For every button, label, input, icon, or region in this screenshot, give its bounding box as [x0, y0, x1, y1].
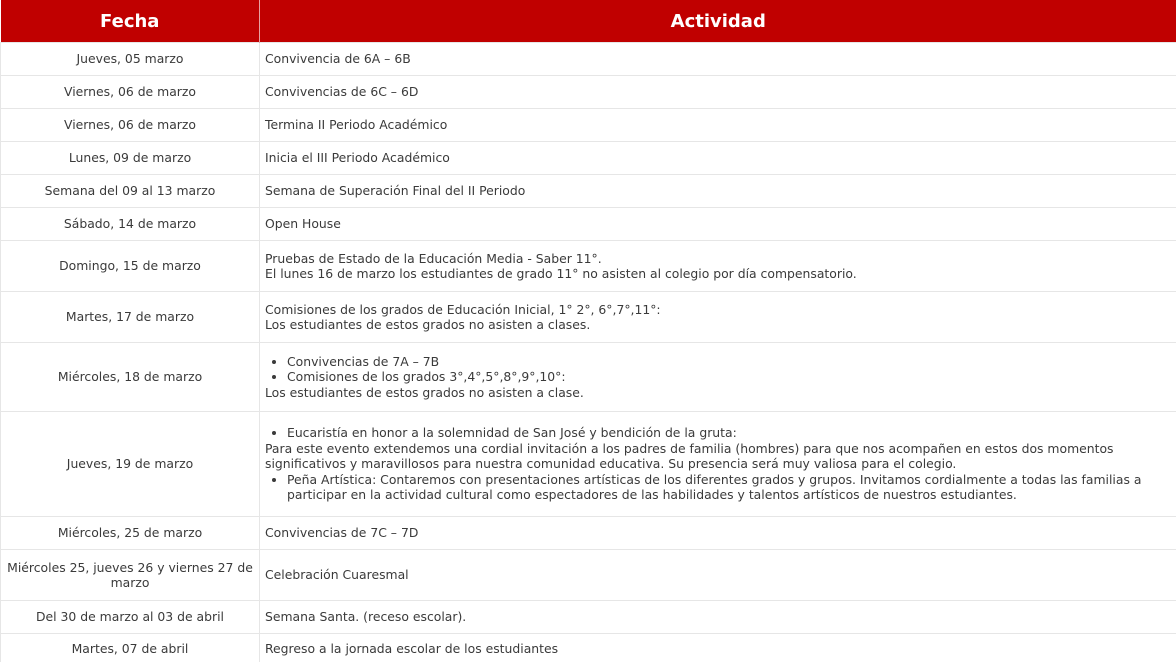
date-cell: Lunes, 09 de marzo: [1, 142, 260, 175]
activity-cell: [260, 412, 1176, 517]
activity-cell: [260, 109, 1176, 142]
activity-line: Semana Santa. (receso escolar).: [265, 609, 467, 625]
table-row: [1, 412, 1176, 517]
activity-paragraph: Para este evento extendemos una cordial invitación a los padres de familia (hombres) para que nos acompañen en estos dos momentos significativos y maravillosos para nuestra comunidad educativa. Su presencia será muy valiosa para el colegio.: [265, 440, 1114, 472]
date-cell: Jueves, 19 de marzo: [1, 412, 260, 517]
activity-line: Regreso a la jornada escolar de los estudiantes: [265, 640, 559, 656]
table-row: [1, 208, 1176, 241]
list-item: • Comisiones de los grados 3°,4°,5°,8°,9°,10°:: [287, 369, 1171, 385]
table-row: [1, 109, 1176, 142]
activity-line: El lunes 16 de marzo los estudiantes de grado 11° no asisten al colegio por día compensatorio.: [265, 266, 857, 281]
table-row: [1, 142, 1176, 175]
activity-line: Celebración Cuaresmal: [265, 567, 409, 583]
activity-line: Pruebas de Estado de la Educación Media - Saber 11°.: [265, 250, 602, 266]
activity-cell: [260, 550, 1176, 601]
table-row: [1, 634, 1176, 662]
table-row: [1, 601, 1176, 634]
list-item: • Peña Artística: Contaremos con presentaciones artísticas de los diferentes grados y grupos. Invitamos cordialmente a todas las familias a participar en la actividad cultural como espectadores de las habilidades y talentos artísticos de nuestros estudiantes.: [287, 472, 1171, 503]
activity-cell: [260, 43, 1176, 76]
date-cell: Jueves, 05 marzo: [1, 43, 260, 76]
activity-line: Semana de Superación Final del II Periodo: [265, 183, 526, 199]
table-row: [1, 76, 1176, 109]
table-row: [1, 550, 1176, 601]
list-item: • Convivencias de 7A – 7B: [287, 354, 1171, 370]
header-fecha: Fecha: [1, 0, 260, 43]
date-cell: Miércoles 25, jueves 26 y viernes 27 de marzo: [1, 550, 260, 601]
table-row: [1, 175, 1176, 208]
activity-cell: [260, 208, 1176, 241]
activity-cell: [260, 241, 1176, 292]
activity-line: Convivencias de 6C – 6D: [265, 84, 419, 100]
header-actividad: Actividad: [260, 0, 1176, 43]
date-cell: Martes, 17 de marzo: [1, 292, 260, 343]
header-row: [1, 0, 1176, 43]
activity-cell: [260, 517, 1176, 550]
table-row: [1, 517, 1176, 550]
date-cell: Domingo, 15 de marzo: [1, 241, 260, 292]
activity-line: Los estudiantes de estos grados no asisten a clases.: [265, 317, 591, 332]
list-item: • Eucaristía en honor a la solemnidad de San José y bendición de la gruta:: [287, 425, 1171, 441]
activity-cell: [260, 142, 1176, 175]
activity-line: Inicia el III Periodo Académico: [265, 150, 450, 166]
activity-line: Convivencia de 6A – 6B: [265, 51, 411, 67]
date-cell: Sábado, 14 de marzo: [1, 208, 260, 241]
date-cell: Del 30 de marzo al 03 de abril: [1, 601, 260, 634]
activity-line: Convivencias de 7C – 7D: [265, 525, 419, 541]
activity-cell: [260, 175, 1176, 208]
activity-line: Open House: [265, 216, 341, 232]
activity-cell: [260, 343, 1176, 412]
activity-cell: [260, 634, 1176, 662]
bullet-list: [265, 354, 1171, 385]
activity-cell: [260, 601, 1176, 634]
table-row: [1, 241, 1176, 292]
activity-cell: [260, 76, 1176, 109]
date-cell: Viernes, 06 de marzo: [1, 76, 260, 109]
activity-line: Comisiones de los grados de Educación Inicial, 1° 2°, 6°,7°,11°:: [265, 301, 661, 317]
table-row: [1, 43, 1176, 76]
date-cell: Martes, 07 de abril: [1, 634, 260, 662]
table-row: [1, 292, 1176, 343]
activity-line: Los estudiantes de estos grados no asisten a clase.: [265, 384, 584, 400]
date-cell: Viernes, 06 de marzo: [1, 109, 260, 142]
date-cell: Miércoles, 18 de marzo: [1, 343, 260, 412]
activity-line: Termina II Periodo Académico: [265, 117, 448, 133]
activity-cell: [260, 292, 1176, 343]
bullet-list: [265, 425, 1171, 441]
date-cell: Semana del 09 al 13 marzo: [1, 175, 260, 208]
table-row: [1, 343, 1176, 412]
bullet-list: [265, 472, 1171, 503]
date-cell: Miércoles, 25 de marzo: [1, 517, 260, 550]
